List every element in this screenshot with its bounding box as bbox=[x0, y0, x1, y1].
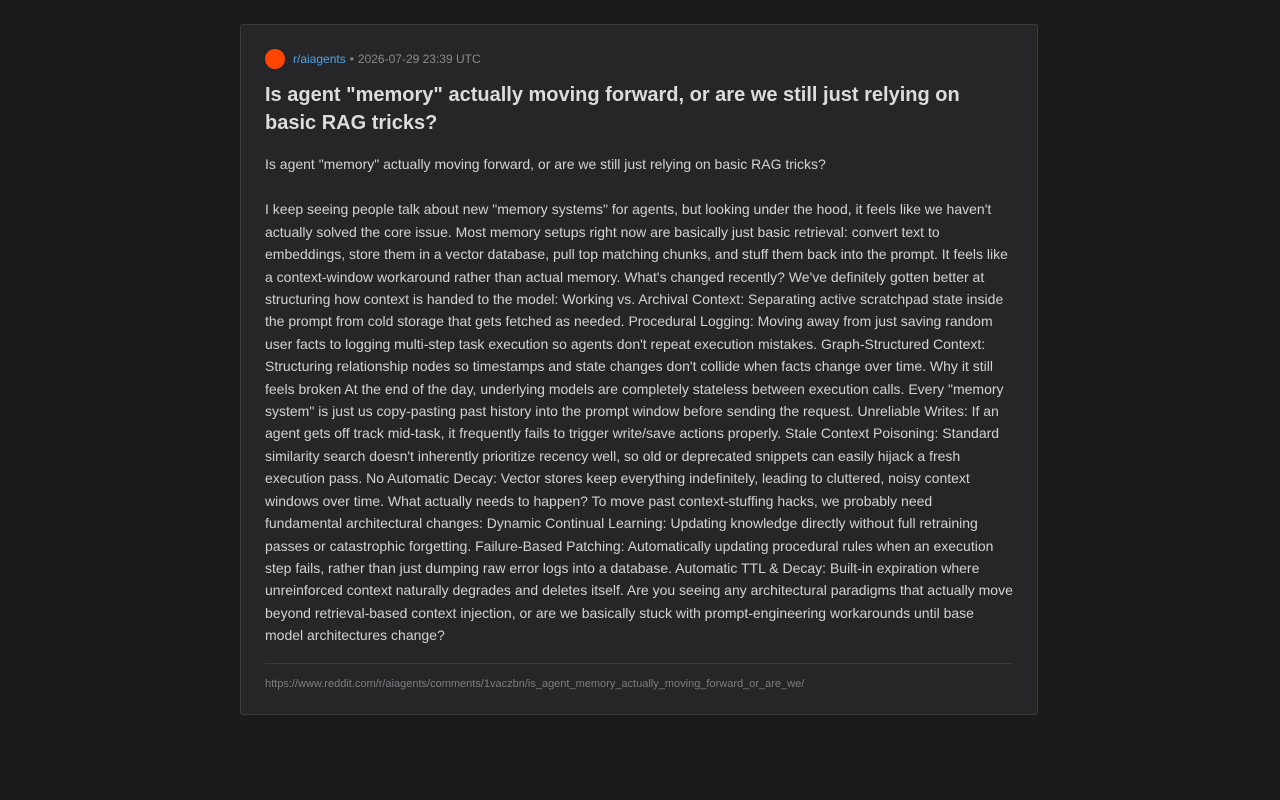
post-body bbox=[265, 153, 1013, 647]
post-body-paragraph: I keep seeing people talk about new "memory systems" for agents, but looking under the hood, it feels like we haven't actually solved the core issue. Most memory setups right now are basically just basic retrieval: convert text to embeddings, store them in a vector database, pull top matching chunks, and stuff them back into the prompt. It feels like a context-window workaround rather than actual memory. What's changed recently? We've definitely gotten better at structuring how context is handed to the model: Working vs. Archival Context: Separating active scratchpad state inside the prompt from cold storage that gets fetched as needed. Procedural Logging: Moving away from just saving random user facts to logging multi-step task execution so agents don't repeat execution mistakes. Graph-Structured Context: Structuring relationship nodes so timestamps and state changes don't collide when facts change over time. Why it still feels broken At the end of the day, underlying models are completely stateless between execution calls. Every "memory system" is just us copy-pasting past history into the prompt window before sending the request. Unreliable Writes: If an agent gets off track mid-task, it frequently fails to trigger write/save actions properly. Stale Context Poisoning: Standard similarity search doesn't inherently prioritize recency well, so old or deprecated snippets can easily hijack a fresh execution pass. No Automatic Decay: Vector stores keep everything indefinitely, leading to cluttered, noisy context windows over time. What actually needs to happen? To move past context-stuffing hacks, we probably need fundamental architectural changes: Dynamic Continual Learning: Updating knowledge directly without full retraining passes or catastrophic forgetting. Failure-Based Patching: Automatically updating procedural rules when an execution step fails, rather than just dumping raw error logs into a database. Automatic TTL & Decay: Built-in expiration where unreinforced context naturally degrades and deletes itself. Are you seeing any architectural paradigms that actually move beyond retrieval-based context injection, or are we basically stuck with prompt-engineering workarounds until base model architectures change? bbox=[265, 201, 1013, 644]
post-card bbox=[240, 24, 1038, 715]
post-url-link[interactable]: https://www.reddit.com/r/aiagents/comments/1vaczbn/is_agent_memory_actually_moving_forward_or_are_we/ bbox=[265, 677, 805, 690]
subreddit-avatar-icon[interactable] bbox=[265, 49, 285, 69]
post-body-paragraph: Is agent "memory" actually moving forward, or are we still just relying on basic RAG tricks? bbox=[265, 156, 826, 172]
post-meta bbox=[265, 49, 1013, 69]
footer-divider bbox=[265, 663, 1013, 664]
meta-separator: • bbox=[349, 52, 354, 66]
post-title[interactable]: Is agent "memory" actually moving forward, or are we still just relying on basic RAG tricks? bbox=[265, 84, 960, 134]
post-timestamp: 2026-07-29 23:39 UTC bbox=[357, 52, 481, 66]
subreddit-link[interactable]: r/aiagents bbox=[293, 52, 346, 66]
